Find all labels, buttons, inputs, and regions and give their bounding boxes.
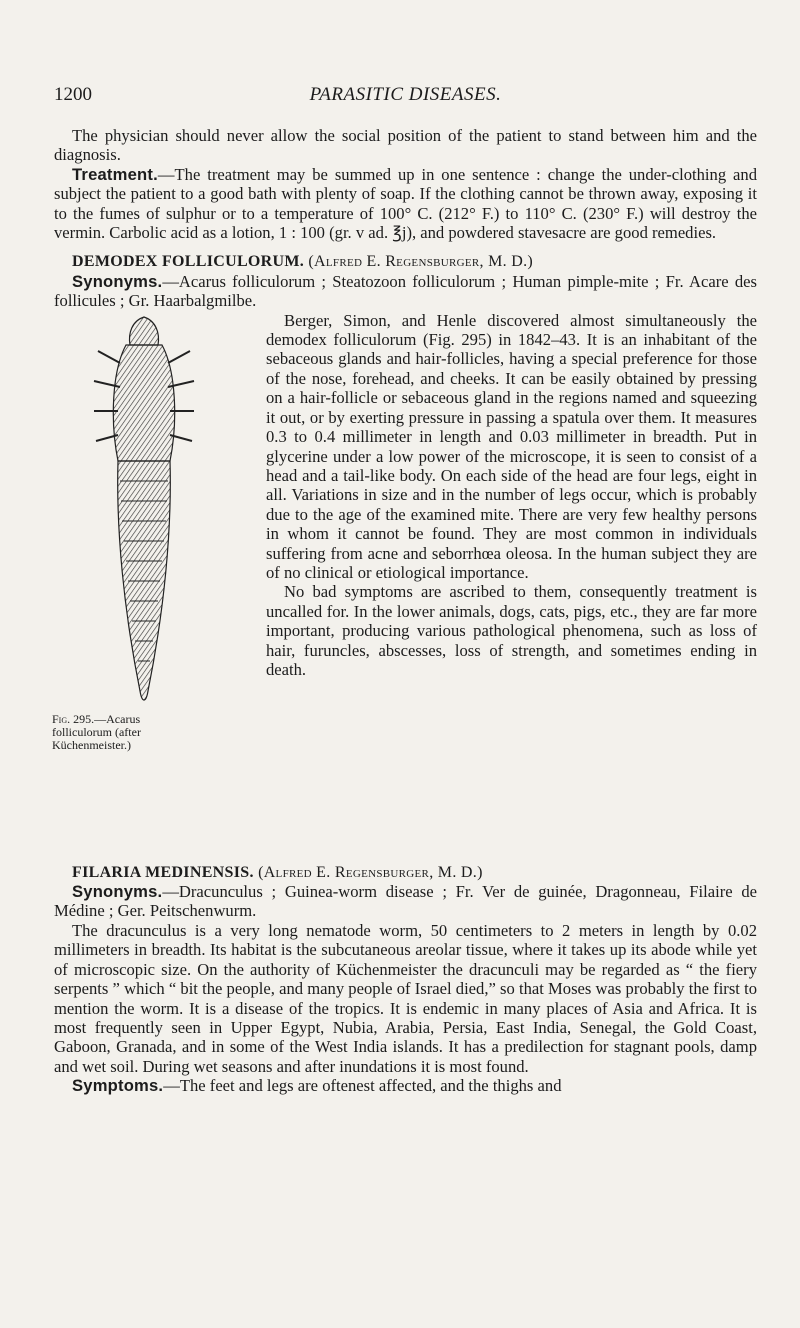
page-number: 1200	[54, 84, 92, 105]
filaria-section	[54, 863, 757, 1096]
filaria-symptoms	[54, 1076, 757, 1095]
running-title: PARASITIC DISEASES.	[309, 84, 502, 105]
intro-paragraph: The physician should never allow the social position of the patient to stand between him and the diagnosis.	[54, 126, 757, 165]
filaria-title: FILARIA MEDINENSIS.	[72, 863, 254, 881]
demodex-title: DEMODEX FOLLICULORUM.	[72, 253, 305, 271]
filaria-synonyms	[54, 882, 757, 921]
demodex-body	[52, 310, 757, 752]
demodex-author: (Alfred E. Regensburger, M. D.)	[308, 253, 534, 271]
demodex-paragraph-2: No bad symptoms are ascribed to them, consequently treatment is uncalled for. In the lower animals, dogs, cats, pigs, etc., they are far more important, producing various pathological phenomena, such as loss of hair, furuncles, abscesses, loss of strength, and sometimes ending in death.	[266, 582, 757, 679]
filaria-author: (Alfred E. Regensburger, M. D.)	[258, 863, 483, 881]
page-header	[54, 84, 757, 110]
demodex-section-title	[54, 252, 757, 271]
demodex-synonyms-text: —Acarus folliculorum ; Steatozoon folliculorum ; Human pimple-mite ; Fr. Acare des follicules ; Gr. Haarbalgmilbe.	[54, 271, 757, 311]
figure-295	[54, 311, 260, 863]
treatment-paragraph	[54, 165, 757, 243]
figure-caption	[52, 713, 162, 752]
figure-caption-text: —Acarus folliculorum (after Küchenmeister.)	[52, 711, 141, 752]
filaria-symptoms-text: —The feet and legs are oftenest affected, and the thighs and	[163, 1076, 562, 1096]
filaria-synonyms-heading: Synonyms.	[72, 882, 163, 902]
demodex-synonyms-heading: Synonyms.	[72, 271, 163, 291]
demodex-synonyms	[54, 272, 757, 311]
treatment-heading: Treatment.	[72, 164, 158, 184]
filaria-symptoms-heading: Symptoms.	[72, 1076, 164, 1096]
treatment-text: —The treatment may be summed up in one sentence : change the under-clothing and subject the patient to a good bath with plenty of soap. If the clothing cannot be thrown away, exposing it to the fumes of sulphur or to a temperature of 100° C. (212° F.) to 110° C. (230° F.) will destroy the vermin. Carbolic acid as a lotion, 1 : 100 (gr. v ad. ℥j), and powdered stavesacre are good remedies.	[54, 164, 757, 243]
figure-label: Fig. 295.	[52, 711, 95, 726]
filaria-section-title	[54, 863, 757, 882]
filaria-synonyms-text: —Dracunculus ; Guinea-worm disease ; Fr. Ver de guinée, Dragonneau, Filaire de Médine ; Ger. Peitschenwurm.	[54, 882, 757, 921]
filaria-paragraph-1: The dracunculus is a very long nematode worm, 50 centimeters to 2 meters in length by 0.02 millimeters in breadth. Its habitat is the subcutaneous areolar tissue, where it takes up its abode while yet of microscopic size. On the authority of Küchenmeister the dracunculi may be regarded as “ the fiery serpents ” which “ bit the people, and many people of Israel died,” so that Moses was probably the first to mention the worm. It is a disease of the tropics. It is endemic in many places of Asia and Africa. It is most frequently seen in Upper Egypt, Nubia, Arabia, Persia, East India, Senegal, the Gold Coast, Gaboon, Granada, and in some of the West India islands. It has a predilection for stagnant pools, damp and wet soil. During wet seasons and after inundations it is most found.	[54, 920, 757, 1076]
page-body	[54, 126, 757, 1096]
demodex-paragraph-1: Berger, Simon, and Henle discovered almost simultaneously the demodex folliculorum (Fig. 295) in 1842–43. It is an inhabitant of the sebaceous glands and hair-follicles, having a special preference for those of the nose, forehead, and cheeks. It can be easily obtained by pressing on a hair-follicle or sebaceous gland in the regions named and squeezing it out, or by exerting pressure in passing a spatula over them. It measures 0.3 to 0.4 millimeter in length and 0.03 millimeter in breadth. Put in glycerine under a low power of the microscope, it is seen to consist of a head and a tail-like body. On each side of the head are four legs, eight in all. Variations in size and in the number of legs occur, which is probably due to the age of the examined mite. There are very few healthy persons in whom it cannot be found. They are most common in individuals suffering from acne and seborrhœa oleosa. In the human subject they are of no clinical or etiological importance.	[266, 310, 757, 582]
demodex-mite-illustration	[84, 311, 204, 709]
